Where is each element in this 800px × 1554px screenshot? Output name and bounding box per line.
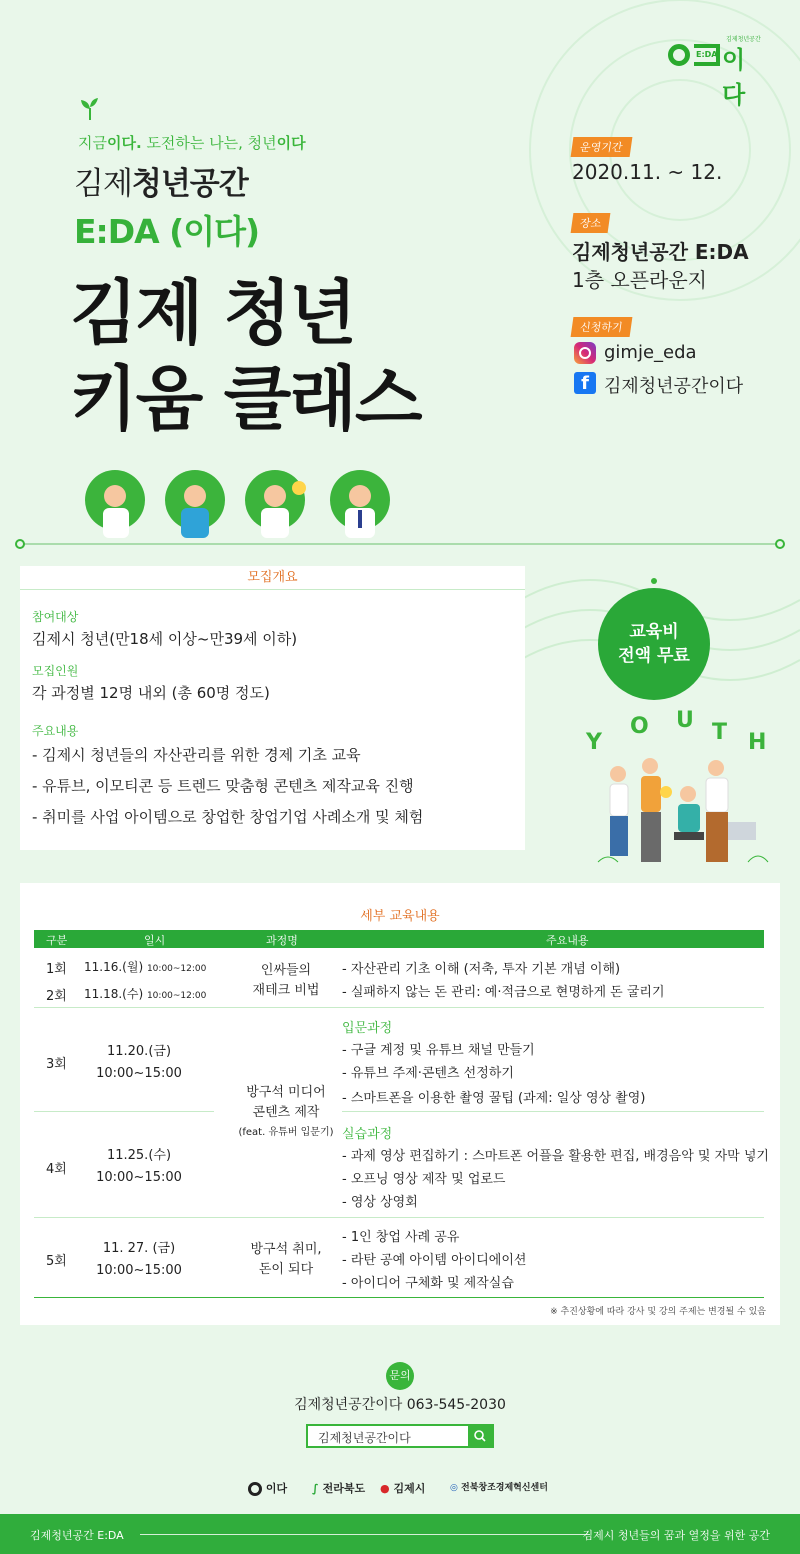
content-item: - 실패하지 않는 돈 관리: 예·적금으로 현명하게 돈 굴리기 (342, 985, 665, 1000)
class-title: 김제 청년 키움 클래스 (70, 272, 421, 440)
period-tag: 운영기간 (572, 136, 631, 157)
instagram-handle[interactable]: gimje_eda (604, 342, 697, 363)
session-date: 11.18.(수) 10:00~12:00 (84, 987, 207, 1001)
target-label: 참여대상 (32, 610, 79, 624)
content-item: - 취미를 사업 아이템으로 창업한 창업기업 사례소개 및 체험 (32, 808, 424, 826)
place-tag: 장소 (572, 212, 609, 233)
search-box[interactable] (306, 1424, 494, 1448)
content-item: - 자산관리 기초 이해 (저축, 투자 기본 개념 이해) (342, 962, 621, 977)
content-item: - 라탄 공예 아이템 아이디에이션 (342, 1253, 527, 1268)
footer-line (140, 1534, 590, 1535)
content-item: - 1인 창업 사례 공유 (342, 1230, 460, 1245)
eda-logo: E:DA 이다 김제청년공간 (668, 40, 768, 74)
table-header (34, 930, 764, 948)
content-item: - 유튜브, 이모티콘 등 트렌드 맞춤형 콘텐츠 제작교육 진행 (32, 777, 414, 795)
period-value: 2020.11. ~ 12. (572, 160, 723, 184)
eda-title: E:DA (이다) (74, 212, 260, 251)
partner-eda-logo: 이다 (248, 1480, 287, 1496)
row-divider (34, 1007, 764, 1008)
col-header: 과정명 (266, 934, 298, 947)
content-item: - 아이디어 구체화 및 제작실습 (342, 1276, 514, 1291)
partner-ccei-logo: ◎ 전북창조경제혁신센터 (450, 1483, 548, 1493)
divider-dot-right (775, 539, 785, 549)
session-no: 3회 (46, 1057, 67, 1072)
col-header: 구분 (46, 934, 68, 947)
recruit-card (20, 566, 525, 850)
facebook-icon[interactable]: f (574, 372, 596, 394)
logo-text: 이다 (722, 46, 746, 109)
course-name: 인싸들의 재테크 비법 (252, 963, 320, 998)
youth-people-illustration (588, 752, 788, 870)
content-item: - 오프닝 영상 제작 및 업로드 (342, 1172, 506, 1187)
badge-pin (651, 578, 657, 584)
footer-left: 김제청년공간 E:DA (30, 1529, 124, 1542)
content-item: - 유튜브 주제·콘텐츠 선정하기 (342, 1066, 514, 1081)
partner-jeonbuk-logo: ∫ 전라북도 (312, 1482, 366, 1495)
content-item: - 김제시 청년들의 자산관리를 위한 경제 기초 교육 (32, 746, 361, 764)
session-no: 1회 (46, 962, 67, 977)
partner-gimje-logo: ● 김제시 (380, 1482, 426, 1495)
search-button[interactable] (468, 1426, 492, 1446)
content-item: - 구글 계정 및 유튜브 채널 만들기 (342, 1043, 535, 1058)
session-date: 11. 27. (금) 10:00~15:00 (96, 1241, 182, 1278)
session-date: 11.16.(월) 10:00~12:00 (84, 960, 207, 974)
content-item: - 영상 상영회 (342, 1195, 418, 1210)
space-title: 김제청년공간 (74, 166, 248, 202)
slogan: 지금이다. 도전하는 나는, 청년이다 (78, 134, 306, 152)
partner-logos (0, 1478, 800, 1502)
course-name: 방구석 취미, 돈이 되다 (250, 1242, 322, 1277)
session-no: 5회 (46, 1254, 67, 1269)
row-divider (34, 1217, 764, 1218)
footer-right: 김제시 청년들의 꿈과 열정을 위한 공간 (582, 1529, 770, 1542)
intro-label: 입문과정 (342, 1021, 393, 1036)
sprout-icon (78, 96, 102, 120)
row-divider (34, 1111, 214, 1112)
detail-card (20, 883, 780, 1325)
content-item: - 스마트폰을 이용한 촬영 꿀팁 (과제: 일상 영상 촬영) (342, 1091, 646, 1106)
character-illustrations (75, 470, 425, 550)
section-divider (20, 543, 780, 545)
change-note: ※ 추진상황에 따라 강사 및 강의 주제는 변경될 수 있음 (550, 1307, 766, 1317)
search-icon (468, 1426, 492, 1446)
free-badge: 교육비 전액 무료 (598, 588, 710, 700)
apply-tag: 신청하기 (572, 316, 631, 337)
recruit-header: 모집개요 (20, 566, 525, 590)
col-header: 일시 (144, 934, 166, 947)
session-date: 11.25.(수) 10:00~15:00 (96, 1148, 182, 1185)
count-label: 모집인원 (32, 664, 79, 678)
table-bottom-line (34, 1297, 764, 1298)
footer (0, 1514, 800, 1554)
place-value-2: 1층 오픈라운지 (572, 268, 708, 292)
content-label: 주요내용 (32, 724, 79, 738)
target-value: 김제시 청년(만18세 이상~만39세 이하) (32, 630, 298, 648)
logo-tagline: 김제청년공간 (726, 36, 761, 43)
divider-dot-left (15, 539, 25, 549)
contact-text: 김제청년공간이다 063-545-2030 (294, 1397, 506, 1413)
detail-title: 세부 교육내용 (360, 909, 440, 924)
content-item: - 과제 영상 편집하기 : 스마트폰 어플을 활용한 편집, 배경음악 및 자막 넣기 (342, 1149, 769, 1164)
instagram-icon[interactable] (574, 342, 596, 364)
practice-label: 실습과정 (342, 1127, 393, 1142)
facebook-page[interactable]: 김제청년공간이다 (604, 376, 744, 397)
search-input[interactable]: 김제청년공간이다 (318, 1431, 411, 1445)
count-value: 각 과정별 12명 내외 (총 60명 정도) (32, 684, 270, 702)
place-value-1: 김제청년공간 E:DA (572, 240, 749, 264)
session-no: 4회 (46, 1162, 67, 1177)
session-no: 2회 (46, 989, 67, 1004)
youth-letters: Y O U T H (586, 708, 767, 755)
row-divider (342, 1111, 764, 1112)
col-header: 주요내용 (546, 934, 589, 947)
session-date: 11.20.(금) 10:00~15:00 (96, 1044, 182, 1081)
course-name: 방구석 미디어 콘텐츠 제작 (feat. 유튜버 입문기) (238, 1085, 334, 1138)
contact-badge: 문의 (386, 1362, 414, 1390)
